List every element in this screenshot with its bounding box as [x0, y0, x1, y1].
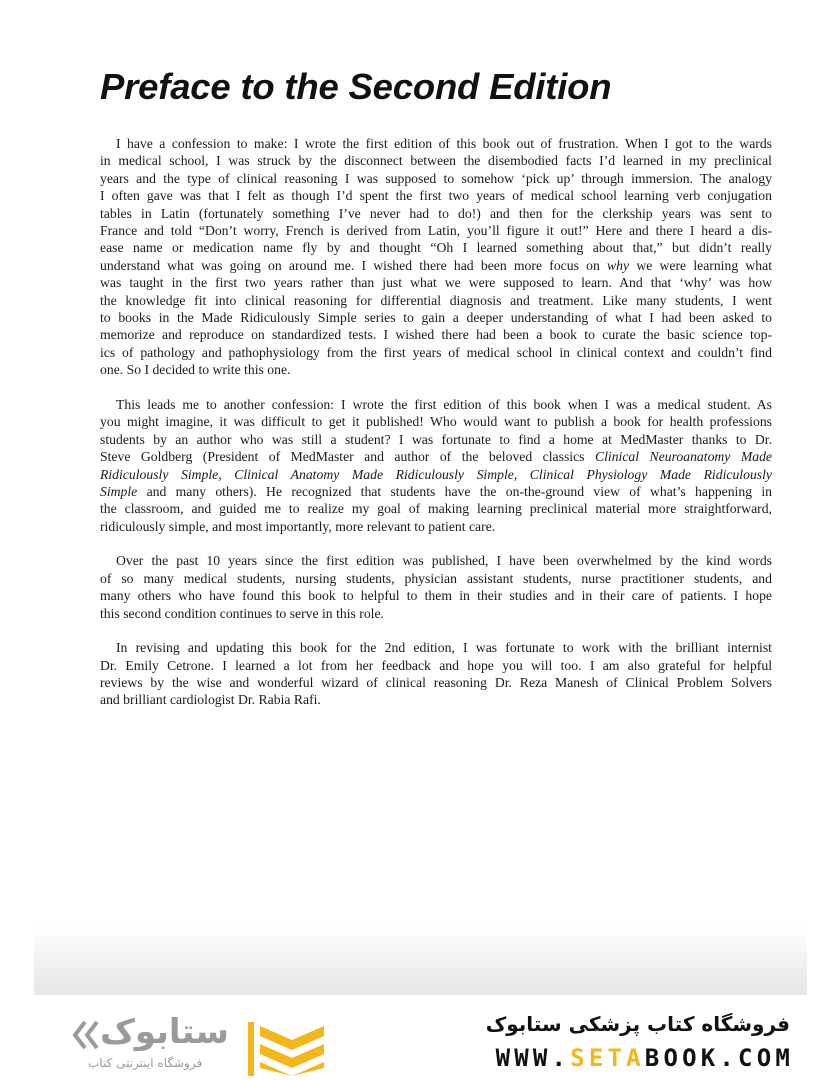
text-line: [100, 605, 772, 622]
text-run: the classroom, and guided me to realize my goal of making learning preclinical material more straightforward,: [100, 501, 772, 517]
text-run: in medical school, I was struck by the disconnect between the disembodied facts I’d learned in my preclinical: [100, 153, 772, 169]
italic-text: Clinical Neuroanatomy Made: [594, 449, 772, 465]
text-line: [100, 135, 772, 152]
paragraph: [100, 135, 772, 379]
text-run: Steve Goldberg (President of MedMaster and author of the beloved classics: [100, 449, 595, 465]
paragraph: [100, 396, 772, 535]
text-run: France and told “Don’t worry, French is derived from Latin, you’ll figure it out!” Here and there I heard a dis-: [100, 223, 772, 239]
text-run: ease name or medication name fly by and thought “Oh I learned something about that,” but didn’t really: [100, 240, 772, 256]
text-run: This leads me to another confession: I wrote the first edition of this book when I was a medical student. As: [116, 396, 772, 412]
store-name: فروشگاه کتاب پزشکی ستابوک: [485, 1012, 790, 1036]
website-url-suffix: BOOK.COM: [644, 1044, 794, 1072]
italic-text: why: [607, 257, 630, 273]
text-run: ics of pathology and pathophysiology from the first years of medical school in clinical context and couldn’t find: [100, 344, 772, 360]
text-line: [100, 483, 772, 500]
text-line: [100, 396, 772, 413]
text-line: [100, 326, 772, 343]
text-line: [100, 274, 772, 291]
text-line: [100, 657, 772, 674]
paragraph: [100, 552, 772, 622]
text-run: ridiculously simple, and most importantly, more relevant to patient care.: [100, 518, 496, 534]
text-run: Over the past 10 years since the first edition was published, I have been overwhelmed by the kind words: [116, 553, 772, 569]
text-line: [100, 222, 772, 239]
text-line: [100, 257, 772, 274]
text-line: [100, 674, 772, 691]
stacked-chevron-emblem-icon: [248, 1022, 328, 1076]
text-line: [100, 239, 772, 256]
text-run: I have a confession to make: I wrote the first edition of this book out of frustration. When I got to the wards: [116, 136, 772, 151]
text-line: [100, 587, 772, 604]
text-line: [100, 570, 772, 587]
text-line: [100, 466, 772, 483]
logo-text: ستابوک: [100, 1012, 229, 1052]
text-line: [100, 361, 772, 378]
page-title: Preface to the Second Edition: [100, 66, 612, 107]
text-run: the knowledge fit into clinical reasoning for differential diagnosis and treatment. Like many students, I went: [100, 292, 772, 308]
text-run: students by an author who was still a student? I was fortunate to find a home at MedMaster thanks to Dr.: [100, 431, 772, 447]
text-line: [100, 639, 772, 656]
body-text: [100, 135, 772, 726]
text-line: [100, 292, 772, 309]
footer-banner: [0, 1000, 840, 1080]
text-line: [100, 413, 772, 430]
text-run: this second condition continues to serve in this role.: [100, 605, 384, 621]
text-run: many others who have found this book to helpful to them in their studies and in their care of patients. I hope: [100, 588, 772, 604]
text-line: [100, 205, 772, 222]
text-line: [100, 309, 772, 326]
text-line: [100, 187, 772, 204]
italic-text: Simple: [100, 483, 138, 499]
text-line: [100, 691, 772, 708]
text-run: and many others). He recognized that students have the on-the-ground view of what’s happening in: [137, 483, 772, 499]
text-line: [100, 552, 772, 569]
website-url[interactable]: [432, 1044, 794, 1072]
text-run: understand what was going on around me. I wished there had been more focus on: [100, 257, 608, 273]
website-url-highlight: SETA: [570, 1044, 645, 1072]
text-run: years and the type of clinical reasoning I was supposed to somehow ‘pick up’ through immersion. The analogy: [100, 170, 772, 186]
text-line: [100, 170, 772, 187]
text-run: to books in the Made Ridiculously Simple series to gain a deeper understanding of what I had been asked to: [100, 310, 772, 326]
page-bottom-shadow: [34, 925, 807, 995]
text-line: [100, 448, 772, 465]
text-run: we were learning what: [629, 257, 772, 273]
text-line: [100, 518, 772, 535]
logo-subtitle: فروشگاه اینترنتی کتاب: [88, 1056, 203, 1070]
text-line: [100, 500, 772, 517]
text-run: In revising and updating this book for the 2nd edition, I was fortunate to work with the brilliant internist: [116, 640, 772, 656]
double-chevron-icon: [72, 1020, 100, 1050]
text-run: Dr. Emily Cetrone. I learned a lot from her feedback and hope you will too. I am also grateful for helpful: [100, 657, 772, 673]
text-line: [100, 431, 772, 448]
text-line: [100, 152, 772, 169]
paragraph: [100, 639, 772, 709]
text-run: was taught in the first two years rather than just what we were supposed to learn. And that ‘why’ was how: [100, 275, 772, 291]
text-run: you might imagine, it was difficult to get it published! Who would want to publish a book for health professions: [100, 414, 772, 430]
text-run: and brilliant cardiologist Dr. Rabia Rafi.: [100, 692, 321, 708]
text-run: of so many medical students, nursing students, physician assistant students, nurse practitioner students, and: [100, 570, 772, 586]
text-run: reviews by the wise and wonderful wizard of clinical reasoning Dr. Reza Manesh of Clinical Problem Solvers: [100, 674, 772, 690]
text-run: tables in Latin (fortunately something I’ve never had to do!) and then for the clerkship years was sent to: [100, 205, 772, 221]
website-url-prefix: WWW.: [495, 1044, 571, 1072]
italic-text: Ridiculously Simple, Clinical Anatomy Made Ridiculously Simple, Clinical Physiology Made Ridiculously: [100, 466, 772, 482]
text-run: one. So I decided to write this one.: [100, 362, 291, 378]
text-run: memorize and reproduce on standardized tests. I wished there had been a book to curate the basic science top-: [100, 327, 772, 343]
text-line: [100, 344, 772, 361]
text-run: I often gave was that I felt as though I’d spent the first two years of medical school learning verb conjugation: [100, 188, 772, 204]
